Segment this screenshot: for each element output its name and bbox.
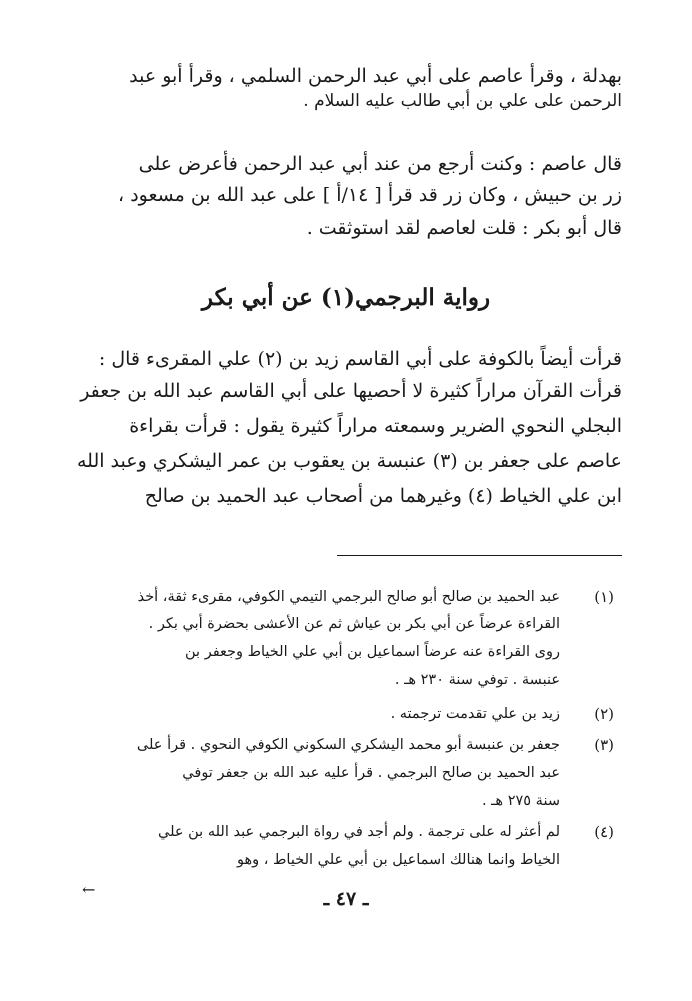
footnote-1-line-2: القراءة عرضاً عن أبي بكر بن عياش ثم عن الأعشى بحضرة أبي بكر . <box>148 616 560 632</box>
footnote-1-number: (١) <box>594 588 614 606</box>
asim-quote-line-1: قال عاصم : وكنت أرجع من عند أبي عبد الرحمن فأعرض على <box>138 153 622 175</box>
footnote-4-number: (٤) <box>594 823 614 841</box>
asim-quote-line-2: زر بن حبيش ، وكان زر قد قرأ [ ١٤/أ ] على عبد الله بن مسعود ، <box>118 184 622 206</box>
footnote-1-line-3: روى القراءة عنه عرضاً اسماعيل بن أبي علي الخياط وجعفر بن <box>185 644 560 660</box>
footnote-1-line-4: عنبسة . توفي سنة ٢٣٠ هـ . <box>394 672 560 688</box>
body-line-1: قرأت أيضاً بالكوفة على أبي القاسم زيد بن (٢) علي المقرىء قال : <box>98 348 622 370</box>
body-line-5: ابن علي الخياط (٤) وغيرهما من أصحاب عبد الحميد بن صالح <box>144 485 622 507</box>
footnote-2-number: (٢) <box>594 705 614 723</box>
body-line-4: عاصم على جعفر بن (٣) عنبسة بن يعقوب بن عمر اليشكري وعبد الله <box>76 450 622 472</box>
intro-line-2: الرحمن على علي بن أبي طالب عليه السلام . <box>303 91 622 111</box>
body-line-3: البجلي النحوي الضرير وسمعته مراراً كثيرة يقول : قرأت بقراءة <box>129 415 622 437</box>
footnote-4-line-2: الخياط وانما هنالك اسماعيل بن أبي علي الخياط ، وهو <box>236 852 560 868</box>
page-number: ـ ٤٧ ـ <box>323 888 369 910</box>
asim-quote-line-3: قال أبو بكر : قلت لعاصم لقد استوثقت . <box>306 217 622 239</box>
body-line-2: قرأت القرآن مراراً كثيرة لا أحصيها على أبي القاسم عبد الله بن جعفر <box>80 380 622 402</box>
footnote-3-line-1: جعفر بن عنبسة أبو محمد اليشكري السكوني الكوفي النحوي . قرأ على <box>136 737 560 753</box>
footnote-2-line-1: زيد بن علي تقدمت ترجمته . <box>390 706 560 722</box>
footnote-3-line-2: عبد الحميد بن صالح البرجمي . قرأ عليه عبد الله بن جعفر توفي <box>182 765 560 781</box>
section-heading: رواية البرجمي(١) عن أبي بكر <box>201 284 491 311</box>
footnote-1-line-1: عبد الحميد بن صالح أبو صالح البرجمي التيمي الكوفي، مقرىء ثقة، أخذ <box>137 589 560 605</box>
intro-line-1: بهدلة ، وقرأ عاصم على أبي عبد الرحمن السلمي ، وقرأ أبو عبد <box>129 65 622 87</box>
footnote-4-line-1: لم أعثر له على ترجمة . ولم أجد في رواة البرجمي عبد الله بن علي <box>158 824 560 840</box>
footnote-3-line-3: سنة ٢٧٥ هـ . <box>481 793 560 809</box>
footnote-separator <box>337 555 622 556</box>
footnote-3-number: (٣) <box>594 736 614 754</box>
continuation-arrow-icon: ← <box>82 880 96 899</box>
